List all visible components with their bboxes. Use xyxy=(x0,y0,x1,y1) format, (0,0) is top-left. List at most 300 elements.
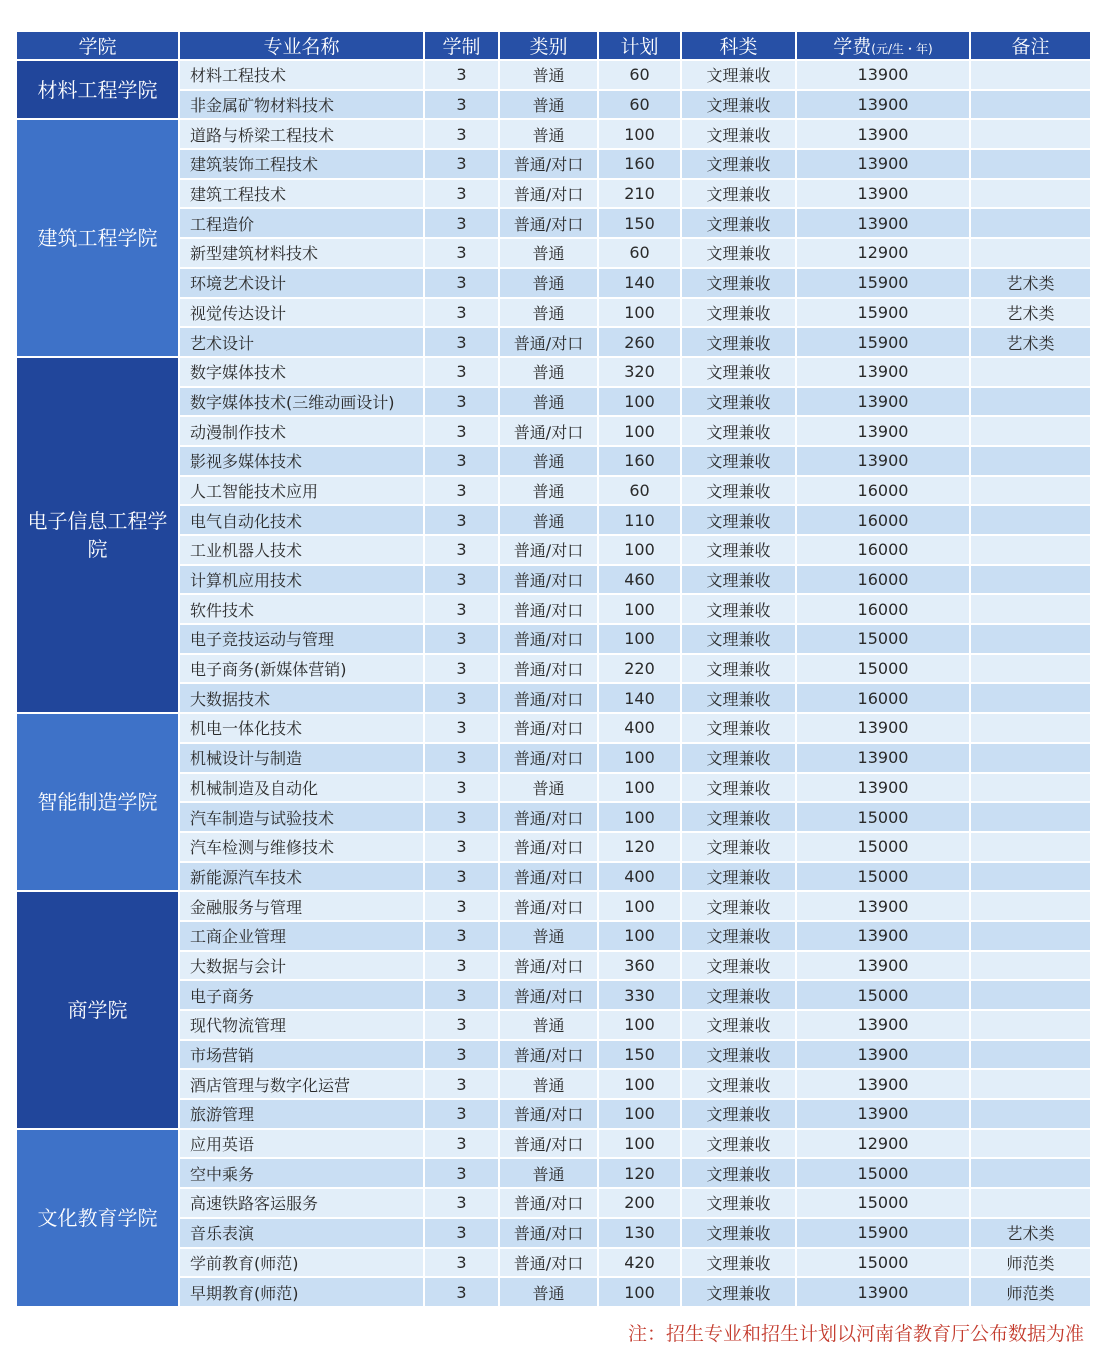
subject-cell: 文理兼收 xyxy=(681,565,796,595)
major-cell: 道路与桥梁工程技术 xyxy=(179,119,424,149)
major-cell: 工商企业管理 xyxy=(179,921,424,951)
table-body xyxy=(16,60,1091,1307)
fee-cell: 16000 xyxy=(796,505,970,535)
table-row xyxy=(16,119,1091,149)
plan-cell: 100 xyxy=(598,535,681,565)
major-cell: 影视多媒体技术 xyxy=(179,446,424,476)
plan-cell: 140 xyxy=(598,268,681,298)
remark-cell: 师范类 xyxy=(970,1248,1091,1278)
fee-cell: 13900 xyxy=(796,357,970,387)
table-row xyxy=(16,713,1091,743)
category-cell: 普通/对口 xyxy=(499,1129,598,1159)
fee-cell: 13900 xyxy=(796,119,970,149)
category-cell: 普通/对口 xyxy=(499,1218,598,1248)
fee-cell: 15000 xyxy=(796,1248,970,1278)
subject-cell: 文理兼收 xyxy=(681,90,796,120)
category-cell: 普通 xyxy=(499,1277,598,1307)
remark-cell xyxy=(970,535,1091,565)
major-cell: 空中乘务 xyxy=(179,1158,424,1188)
subject-cell: 文理兼收 xyxy=(681,535,796,565)
years-cell: 3 xyxy=(424,802,499,832)
subject-cell: 文理兼收 xyxy=(681,921,796,951)
plan-cell: 220 xyxy=(598,654,681,684)
fee-cell: 13900 xyxy=(796,416,970,446)
fee-cell: 13900 xyxy=(796,1069,970,1099)
plan-cell: 60 xyxy=(598,90,681,120)
major-cell: 机械制造及自动化 xyxy=(179,773,424,803)
header-college: 学院 xyxy=(16,31,179,60)
subject-cell: 文理兼收 xyxy=(681,298,796,328)
header-years: 学制 xyxy=(424,31,499,60)
fee-cell: 16000 xyxy=(796,565,970,595)
subject-cell: 文理兼收 xyxy=(681,268,796,298)
major-cell: 材料工程技术 xyxy=(179,60,424,90)
category-cell: 普通 xyxy=(499,476,598,506)
remark-cell xyxy=(970,802,1091,832)
remark-cell xyxy=(970,654,1091,684)
subject-cell: 文理兼收 xyxy=(681,1129,796,1159)
plan-cell: 400 xyxy=(598,862,681,892)
fee-cell: 15000 xyxy=(796,1188,970,1218)
years-cell: 3 xyxy=(424,357,499,387)
subject-cell: 文理兼收 xyxy=(681,1158,796,1188)
plan-cell: 100 xyxy=(598,298,681,328)
category-cell: 普通/对口 xyxy=(499,208,598,238)
subject-cell: 文理兼收 xyxy=(681,505,796,535)
plan-cell: 100 xyxy=(598,624,681,654)
major-cell: 汽车制造与试验技术 xyxy=(179,802,424,832)
fee-cell: 15000 xyxy=(796,654,970,684)
major-cell: 电子竞技运动与管理 xyxy=(179,624,424,654)
fee-cell: 15900 xyxy=(796,1218,970,1248)
category-cell: 普通 xyxy=(499,1010,598,1040)
subject-cell: 文理兼收 xyxy=(681,1099,796,1129)
years-cell: 3 xyxy=(424,951,499,981)
fee-cell: 12900 xyxy=(796,1129,970,1159)
plan-cell: 420 xyxy=(598,1248,681,1278)
category-cell: 普通 xyxy=(499,1069,598,1099)
fee-cell: 15000 xyxy=(796,624,970,654)
plan-cell: 100 xyxy=(598,387,681,417)
plan-cell: 100 xyxy=(598,1277,681,1307)
years-cell: 3 xyxy=(424,179,499,209)
category-cell: 普通/对口 xyxy=(499,594,598,624)
subject-cell: 文理兼收 xyxy=(681,327,796,357)
remark-cell xyxy=(970,416,1091,446)
fee-cell: 13900 xyxy=(796,713,970,743)
footnote: 注：招生专业和招生计划以河南省教育厅公布数据为准 xyxy=(627,1323,1084,1345)
years-cell: 3 xyxy=(424,327,499,357)
major-cell: 电子商务(新媒体营销) xyxy=(179,654,424,684)
plan-cell: 100 xyxy=(598,416,681,446)
remark-cell xyxy=(970,387,1091,417)
header-subject: 科类 xyxy=(681,31,796,60)
remark-cell xyxy=(970,208,1091,238)
major-cell: 数字媒体技术(三维动画设计) xyxy=(179,387,424,417)
plan-cell: 140 xyxy=(598,683,681,713)
years-cell: 3 xyxy=(424,476,499,506)
remark-cell: 艺术类 xyxy=(970,1218,1091,1248)
college-cell: 文化教育学院 xyxy=(16,1129,179,1307)
subject-cell: 文理兼收 xyxy=(681,862,796,892)
major-cell: 环境艺术设计 xyxy=(179,268,424,298)
fee-cell: 13900 xyxy=(796,1099,970,1129)
table-row xyxy=(16,1129,1091,1159)
remark-cell xyxy=(970,505,1091,535)
remark-cell xyxy=(970,1188,1091,1218)
subject-cell: 文理兼收 xyxy=(681,743,796,773)
plan-cell: 100 xyxy=(598,802,681,832)
years-cell: 3 xyxy=(424,149,499,179)
subject-cell: 文理兼收 xyxy=(681,1248,796,1278)
category-cell: 普通 xyxy=(499,387,598,417)
subject-cell: 文理兼收 xyxy=(681,416,796,446)
remark-cell xyxy=(970,90,1091,120)
category-cell: 普通/对口 xyxy=(499,980,598,1010)
subject-cell: 文理兼收 xyxy=(681,1277,796,1307)
remark-cell xyxy=(970,921,1091,951)
enrollment-plan-table xyxy=(15,30,1092,1308)
subject-cell: 文理兼收 xyxy=(681,149,796,179)
years-cell: 3 xyxy=(424,832,499,862)
header-remark: 备注 xyxy=(970,31,1091,60)
category-cell: 普通/对口 xyxy=(499,149,598,179)
category-cell: 普通/对口 xyxy=(499,535,598,565)
subject-cell: 文理兼收 xyxy=(681,357,796,387)
subject-cell: 文理兼收 xyxy=(681,683,796,713)
plan-cell: 150 xyxy=(598,1040,681,1070)
plan-cell: 100 xyxy=(598,1069,681,1099)
category-cell: 普通/对口 xyxy=(499,891,598,921)
years-cell: 3 xyxy=(424,505,499,535)
remark-cell xyxy=(970,594,1091,624)
fee-cell: 13900 xyxy=(796,743,970,773)
plan-cell: 210 xyxy=(598,179,681,209)
subject-cell: 文理兼收 xyxy=(681,387,796,417)
plan-cell: 120 xyxy=(598,1158,681,1188)
plan-cell: 360 xyxy=(598,951,681,981)
years-cell: 3 xyxy=(424,1277,499,1307)
major-cell: 大数据技术 xyxy=(179,683,424,713)
fee-cell: 13900 xyxy=(796,179,970,209)
category-cell: 普通/对口 xyxy=(499,1188,598,1218)
plan-cell: 100 xyxy=(598,921,681,951)
remark-cell xyxy=(970,1129,1091,1159)
category-cell: 普通/对口 xyxy=(499,683,598,713)
category-cell: 普通 xyxy=(499,298,598,328)
plan-cell: 150 xyxy=(598,208,681,238)
remark-cell xyxy=(970,179,1091,209)
years-cell: 3 xyxy=(424,980,499,1010)
major-cell: 工业机器人技术 xyxy=(179,535,424,565)
remark-cell: 艺术类 xyxy=(970,298,1091,328)
remark-cell: 艺术类 xyxy=(970,268,1091,298)
fee-cell: 13900 xyxy=(796,921,970,951)
subject-cell: 文理兼收 xyxy=(681,1040,796,1070)
fee-cell: 13900 xyxy=(796,90,970,120)
subject-cell: 文理兼收 xyxy=(681,179,796,209)
remark-cell: 师范类 xyxy=(970,1277,1091,1307)
years-cell: 3 xyxy=(424,298,499,328)
major-cell: 音乐表演 xyxy=(179,1218,424,1248)
subject-cell: 文理兼收 xyxy=(681,980,796,1010)
years-cell: 3 xyxy=(424,1040,499,1070)
fee-cell: 15000 xyxy=(796,980,970,1010)
years-cell: 3 xyxy=(424,1010,499,1040)
years-cell: 3 xyxy=(424,1069,499,1099)
remark-cell xyxy=(970,862,1091,892)
category-cell: 普通/对口 xyxy=(499,713,598,743)
fee-cell: 13900 xyxy=(796,60,970,90)
college-cell: 材料工程学院 xyxy=(16,60,179,119)
fee-cell: 13900 xyxy=(796,891,970,921)
subject-cell: 文理兼收 xyxy=(681,624,796,654)
major-cell: 金融服务与管理 xyxy=(179,891,424,921)
category-cell: 普通/对口 xyxy=(499,1040,598,1070)
major-cell: 学前教育(师范) xyxy=(179,1248,424,1278)
remark-cell xyxy=(970,446,1091,476)
years-cell: 3 xyxy=(424,565,499,595)
major-cell: 数字媒体技术 xyxy=(179,357,424,387)
subject-cell: 文理兼收 xyxy=(681,119,796,149)
major-cell: 新能源汽车技术 xyxy=(179,862,424,892)
category-cell: 普通 xyxy=(499,268,598,298)
fee-cell: 13900 xyxy=(796,1010,970,1040)
years-cell: 3 xyxy=(424,1129,499,1159)
major-cell: 视觉传达设计 xyxy=(179,298,424,328)
fee-cell: 15900 xyxy=(796,268,970,298)
fee-cell: 15000 xyxy=(796,1158,970,1188)
major-cell: 现代物流管理 xyxy=(179,1010,424,1040)
major-cell: 非金属矿物材料技术 xyxy=(179,90,424,120)
major-cell: 机电一体化技术 xyxy=(179,713,424,743)
fee-cell: 16000 xyxy=(796,535,970,565)
years-cell: 3 xyxy=(424,535,499,565)
years-cell: 3 xyxy=(424,208,499,238)
remark-cell xyxy=(970,476,1091,506)
years-cell: 3 xyxy=(424,446,499,476)
years-cell: 3 xyxy=(424,743,499,773)
years-cell: 3 xyxy=(424,594,499,624)
plan-cell: 100 xyxy=(598,743,681,773)
plan-cell: 100 xyxy=(598,1010,681,1040)
category-cell: 普通/对口 xyxy=(499,416,598,446)
fee-cell: 16000 xyxy=(796,594,970,624)
subject-cell: 文理兼收 xyxy=(681,594,796,624)
subject-cell: 文理兼收 xyxy=(681,713,796,743)
category-cell: 普通/对口 xyxy=(499,654,598,684)
subject-cell: 文理兼收 xyxy=(681,476,796,506)
category-cell: 普通 xyxy=(499,921,598,951)
plan-cell: 160 xyxy=(598,446,681,476)
major-cell: 大数据与会计 xyxy=(179,951,424,981)
category-cell: 普通/对口 xyxy=(499,832,598,862)
major-cell: 旅游管理 xyxy=(179,1099,424,1129)
header-plan: 计划 xyxy=(598,31,681,60)
subject-cell: 文理兼收 xyxy=(681,60,796,90)
fee-cell: 13900 xyxy=(796,446,970,476)
subject-cell: 文理兼收 xyxy=(681,951,796,981)
remark-cell xyxy=(970,980,1091,1010)
remark-cell xyxy=(970,743,1091,773)
remark-cell xyxy=(970,891,1091,921)
years-cell: 3 xyxy=(424,624,499,654)
subject-cell: 文理兼收 xyxy=(681,1069,796,1099)
category-cell: 普通/对口 xyxy=(499,624,598,654)
subject-cell: 文理兼收 xyxy=(681,1218,796,1248)
remark-cell xyxy=(970,238,1091,268)
years-cell: 3 xyxy=(424,654,499,684)
years-cell: 3 xyxy=(424,90,499,120)
years-cell: 3 xyxy=(424,1099,499,1129)
subject-cell: 文理兼收 xyxy=(681,1010,796,1040)
remark-cell xyxy=(970,357,1091,387)
category-cell: 普通 xyxy=(499,773,598,803)
years-cell: 3 xyxy=(424,1188,499,1218)
years-cell: 3 xyxy=(424,683,499,713)
years-cell: 3 xyxy=(424,713,499,743)
years-cell: 3 xyxy=(424,1158,499,1188)
college-cell: 商学院 xyxy=(16,891,179,1129)
table-row xyxy=(16,891,1091,921)
plan-cell: 400 xyxy=(598,713,681,743)
plan-cell: 100 xyxy=(598,1099,681,1129)
years-cell: 3 xyxy=(424,773,499,803)
subject-cell: 文理兼收 xyxy=(681,238,796,268)
category-cell: 普通/对口 xyxy=(499,743,598,773)
years-cell: 3 xyxy=(424,862,499,892)
plan-cell: 200 xyxy=(598,1188,681,1218)
plan-cell: 160 xyxy=(598,149,681,179)
fee-cell: 16000 xyxy=(796,683,970,713)
major-cell: 建筑装饰工程技术 xyxy=(179,149,424,179)
category-cell: 普通 xyxy=(499,119,598,149)
remark-cell xyxy=(970,1158,1091,1188)
subject-cell: 文理兼收 xyxy=(681,802,796,832)
category-cell: 普通/对口 xyxy=(499,565,598,595)
subject-cell: 文理兼收 xyxy=(681,891,796,921)
years-cell: 3 xyxy=(424,387,499,417)
subject-cell: 文理兼收 xyxy=(681,208,796,238)
major-cell: 艺术设计 xyxy=(179,327,424,357)
remark-cell xyxy=(970,1099,1091,1129)
header-fee-label: 学费 xyxy=(833,36,872,58)
fee-cell: 15000 xyxy=(796,862,970,892)
category-cell: 普通/对口 xyxy=(499,1248,598,1278)
header-category: 类别 xyxy=(499,31,598,60)
remark-cell xyxy=(970,683,1091,713)
fee-cell: 15900 xyxy=(796,327,970,357)
subject-cell: 文理兼收 xyxy=(681,832,796,862)
plan-cell: 460 xyxy=(598,565,681,595)
header-major: 专业名称 xyxy=(179,31,424,60)
fee-cell: 13900 xyxy=(796,208,970,238)
plan-cell: 100 xyxy=(598,891,681,921)
remark-cell xyxy=(970,773,1091,803)
years-cell: 3 xyxy=(424,60,499,90)
years-cell: 3 xyxy=(424,1218,499,1248)
category-cell: 普通/对口 xyxy=(499,1099,598,1129)
plan-cell: 110 xyxy=(598,505,681,535)
category-cell: 普通/对口 xyxy=(499,802,598,832)
fee-cell: 12900 xyxy=(796,238,970,268)
years-cell: 3 xyxy=(424,891,499,921)
remark-cell xyxy=(970,832,1091,862)
plan-cell: 120 xyxy=(598,832,681,862)
college-cell: 建筑工程学院 xyxy=(16,119,179,357)
fee-cell: 13900 xyxy=(796,149,970,179)
major-cell: 市场营销 xyxy=(179,1040,424,1070)
remark-cell xyxy=(970,1069,1091,1099)
major-cell: 新型建筑材料技术 xyxy=(179,238,424,268)
major-cell: 动漫制作技术 xyxy=(179,416,424,446)
subject-cell: 文理兼收 xyxy=(681,773,796,803)
plan-cell: 320 xyxy=(598,357,681,387)
remark-cell xyxy=(970,60,1091,90)
plan-cell: 330 xyxy=(598,980,681,1010)
remark-cell xyxy=(970,713,1091,743)
college-cell: 电子信息工程学院 xyxy=(16,357,179,713)
category-cell: 普通 xyxy=(499,446,598,476)
major-cell: 应用英语 xyxy=(179,1129,424,1159)
remark-cell xyxy=(970,951,1091,981)
college-cell: 智能制造学院 xyxy=(16,713,179,891)
fee-cell: 15900 xyxy=(796,298,970,328)
category-cell: 普通/对口 xyxy=(499,951,598,981)
major-cell: 软件技术 xyxy=(179,594,424,624)
remark-cell xyxy=(970,149,1091,179)
fee-cell: 13900 xyxy=(796,773,970,803)
fee-cell: 13900 xyxy=(796,1040,970,1070)
major-cell: 高速铁路客运服务 xyxy=(179,1188,424,1218)
major-cell: 早期教育(师范) xyxy=(179,1277,424,1307)
plan-cell: 100 xyxy=(598,1129,681,1159)
major-cell: 电子商务 xyxy=(179,980,424,1010)
remark-cell xyxy=(970,1010,1091,1040)
header-fee xyxy=(796,31,970,60)
plan-cell: 260 xyxy=(598,327,681,357)
remark-cell xyxy=(970,565,1091,595)
years-cell: 3 xyxy=(424,238,499,268)
years-cell: 3 xyxy=(424,1248,499,1278)
plan-cell: 60 xyxy=(598,476,681,506)
fee-cell: 15000 xyxy=(796,832,970,862)
years-cell: 3 xyxy=(424,921,499,951)
table-row xyxy=(16,60,1091,90)
category-cell: 普通 xyxy=(499,357,598,387)
category-cell: 普通/对口 xyxy=(499,179,598,209)
table-header-row xyxy=(16,31,1091,60)
category-cell: 普通 xyxy=(499,505,598,535)
fee-cell: 16000 xyxy=(796,476,970,506)
years-cell: 3 xyxy=(424,268,499,298)
header-fee-unit: (元/生・年) xyxy=(871,42,933,56)
subject-cell: 文理兼收 xyxy=(681,446,796,476)
fee-cell: 13900 xyxy=(796,1277,970,1307)
table-row xyxy=(16,357,1091,387)
category-cell: 普通/对口 xyxy=(499,862,598,892)
major-cell: 酒店管理与数字化运营 xyxy=(179,1069,424,1099)
remark-cell xyxy=(970,119,1091,149)
fee-cell: 13900 xyxy=(796,387,970,417)
category-cell: 普通 xyxy=(499,60,598,90)
subject-cell: 文理兼收 xyxy=(681,654,796,684)
category-cell: 普通 xyxy=(499,238,598,268)
years-cell: 3 xyxy=(424,416,499,446)
plan-cell: 100 xyxy=(598,119,681,149)
category-cell: 普通 xyxy=(499,90,598,120)
remark-cell xyxy=(970,1040,1091,1070)
